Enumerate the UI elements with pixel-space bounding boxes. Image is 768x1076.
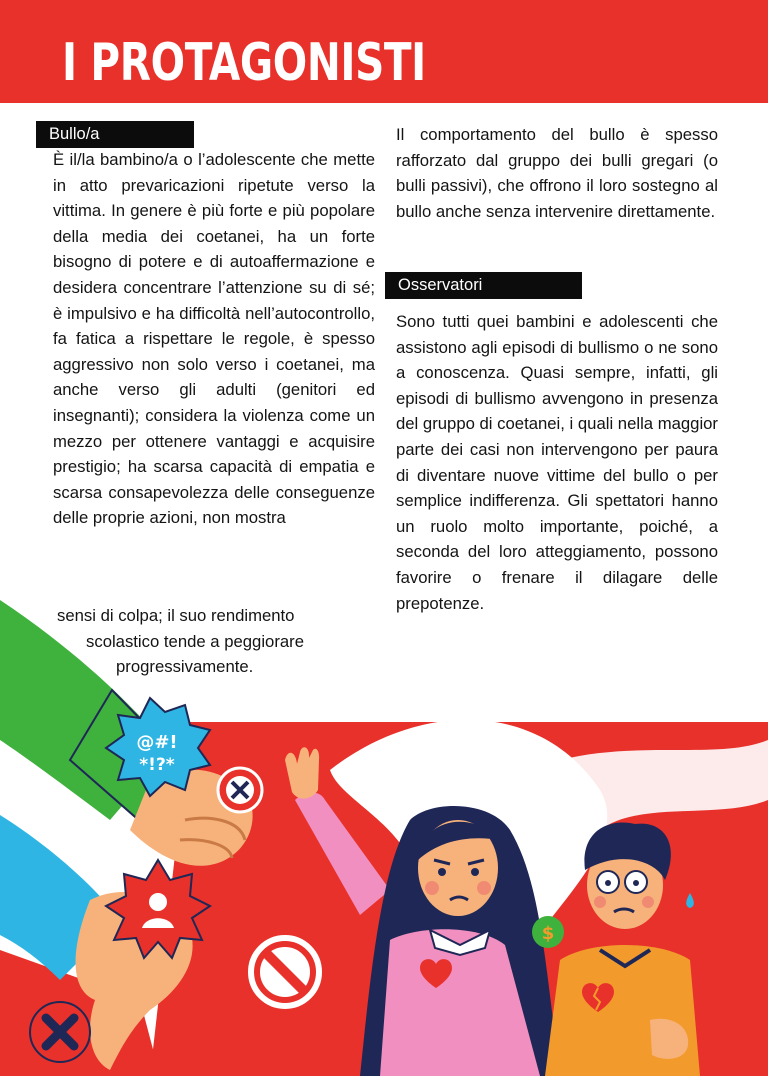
coin-symbol: $ [541,923,555,944]
page-title: I PROTAGONISTI [62,33,426,93]
speech-burst-line-2: *!?* [139,755,175,775]
gregari-description: Il comportamento del bullo è spesso rafforzato dal gruppo dei bulli gregari (o bulli passivi), che offrono il loro sostegno al bullo anche senza intervenire direttamente. [396,125,718,221]
bullying-illustration [0,560,768,1076]
bullo-label: Bullo/a [36,121,194,148]
osservatori-label: Osservatori [385,272,582,299]
bullo-tail-line-3: progressivamente. [116,657,254,677]
header-bar [0,0,768,103]
person-icon [149,893,167,911]
bullo-tail-line-1: sensi di colpa; il suo rendimento [57,606,295,625]
bullo-tail-line-2: scolastico tende a peggiorare [86,631,305,651]
osservatori-description: Sono tutti quei bambini e adolescenti che assistono agli episodi di bullismo o ne sono a conoscenza. Quasi sempre, infatti, gli episodi di bullismo avvengono in presenza del gruppo di coetanei, i quali nella maggior parte dei casi non intervengono per paura di diventare nuove vittime del bullo o per semplice indifferenza. Gli spettatori hanno un ruolo molto importante, poiché, a seconda del loro atteggiamento, possono favorire o frenare il dilagare delle prepotenze. [396,312,718,613]
speech-burst-line-1: @#! [136,732,178,753]
bullo-description: È il/la bambino/a o l’adolescente che mette in atto prevaricazioni ripetute verso la vittima. In genere è più forte e più popolare della media dei coetanei, ha un forte bisogno di potere e di autoaffermazione e desidera concentrare l’attenzione su di sé; è impulsivo e ha difficoltà nell’autocontrollo, fa fatica a rispettare le regole, è spesso aggressivo non solo verso i coetanei, ma anche verso gli adulti (genitori ed insegnanti); considera la violenza come un mezzo per ottenere vantaggi e acquisire prestigio; ha scarsa capacità di empatia e scarsa consapevolezza delle conseguenze delle proprie azioni, non mostra [53,150,375,528]
